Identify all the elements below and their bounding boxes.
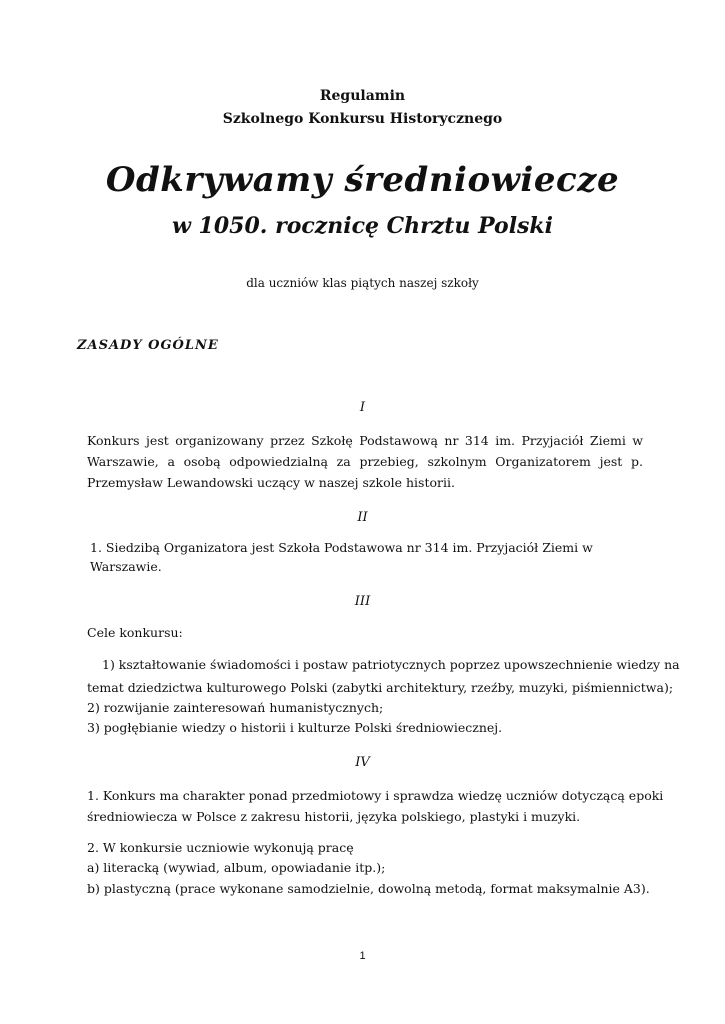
section-3-goal-2: 2) rozwijanie zainteresowań humanistycznych;	[87, 700, 384, 715]
section-numeral-2: II	[357, 510, 368, 525]
section-4-p2-line-3: b) plastyczną (prace wykonane samodzielnie, dowolną metodą, format maksymalnie A3).	[87, 881, 650, 896]
section-numeral-4: IV	[355, 755, 370, 770]
section-numeral-1: I	[359, 400, 366, 415]
document-subtitle: w 1050. rocznicę Chrztu Polski	[171, 213, 554, 239]
section-heading: ZASADY OGÓLNE	[77, 338, 219, 353]
section-4-p1-line-2: średniowiecza w Polsce z zakresu historii, języka polskiego, plastyki i muzyki.	[87, 809, 581, 824]
section-2-line-1: 1. Siedzibą Organizatora jest Szkoła Podstawowa nr 314 im. Przyjaciół Ziemi w	[90, 540, 593, 555]
header-line-regulamin: Regulamin	[319, 88, 406, 104]
section-2-line-2: Warszawie.	[90, 559, 162, 574]
section-3-intro: Cele konkursu:	[87, 625, 183, 640]
section-3-goal-1-line-1: 1) kształtowanie świadomości i postaw patriotycznych poprzez upowszechnienie wiedzy na	[102, 657, 680, 672]
section-1-paragraph: Konkurs jest organizowany przez Szkołę Podstawową nr 314 im. Przyjaciół Ziemi w Warszawie, a osobą odpowiedzialną za przebieg, szkolnym Organizatorem jest p. Przemysław Lewandowski uczący w naszej szkole historii.	[87, 433, 643, 490]
section-3-goal-3: 3) pogłębianie wiedzy o historii i kulturze Polski średniowiecznej.	[87, 720, 503, 735]
section-4-p2-line-2: a) literacką (wywiad, album, opowiadanie itp.);	[87, 860, 386, 875]
document-title: Odkrywamy średniowiecze	[105, 160, 620, 200]
section-4-p2-line-1: 2. W konkursie uczniowie wykonują pracę	[87, 840, 354, 855]
section-numeral-3: III	[354, 594, 371, 609]
page-number: 1	[359, 950, 366, 962]
section-3-goal-1-line-2: temat dziedzictwa kulturowego Polski (zabytki architektury, rzeźby, muzyki, piśmiennictwa);	[87, 680, 674, 695]
section-4-p1-line-1: 1. Konkurs ma charakter ponad przedmiotowy i sprawdza wiedzę uczniów dotyczącą epoki	[87, 788, 664, 803]
audience-line: dla uczniów klas piątych naszej szkoły	[246, 276, 479, 290]
header-line-contest-name: Szkolnego Konkursu Historycznego	[222, 111, 503, 127]
